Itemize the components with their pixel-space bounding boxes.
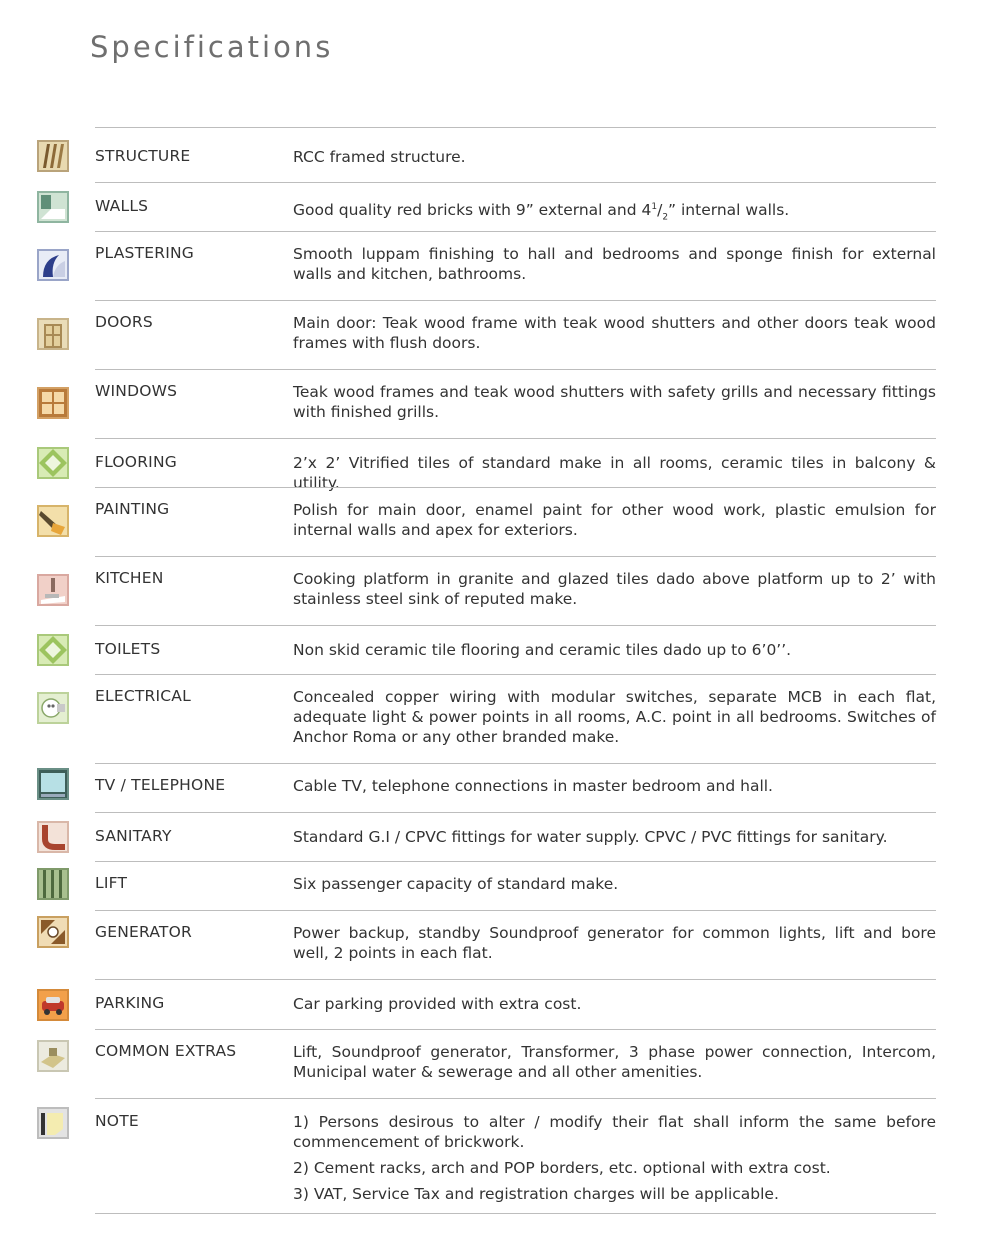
spec-label: LIFT	[95, 874, 128, 892]
spec-row-toilets	[95, 625, 936, 674]
spec-label: TV / TELEPHONE	[95, 776, 226, 794]
generator-icon	[37, 916, 69, 948]
window-icon	[37, 387, 69, 419]
note-icon	[37, 1107, 69, 1139]
spec-desc: Lift, Soundproof generator, Transformer, 3 phase power connection, Intercom, Municipal water & sewerage and all other amenities.	[293, 1043, 936, 1081]
note-item: 1) Persons desirous to alter / modify their flat shall inform the same before commencement of brickwork.	[293, 1113, 936, 1151]
spec-desc: Standard G.I / CPVC fittings for water supply. CPVC / PVC fittings for sanitary.	[293, 828, 888, 846]
spec-label: TOILETS	[95, 640, 161, 658]
spec-row-generator	[95, 910, 936, 979]
spec-label: KITCHEN	[95, 569, 164, 587]
spec-desc: Cooking platform in granite and glazed tiles dado above platform up to 2’ with stainless steel sink of reputed make.	[293, 570, 936, 608]
sanitary-icon	[37, 821, 69, 853]
specifications-table	[0, 127, 984, 1214]
spec-label: FLOORING	[95, 453, 177, 471]
spec-row-common-extras	[95, 1029, 936, 1098]
spec-row-kitchen	[95, 556, 936, 625]
spec-desc: Cable TV, telephone connections in master bedroom and hall.	[293, 777, 773, 795]
spec-desc: Smooth luppam finishing to hall and bedrooms and sponge finish for external walls and kitchen, bathrooms.	[293, 245, 936, 283]
note-list	[293, 1099, 936, 1204]
spec-row-windows	[95, 369, 936, 438]
tv-icon	[37, 768, 69, 800]
spec-row-note	[95, 1098, 936, 1214]
spec-desc: Non skid ceramic tile flooring and ceramic tiles dado up to 6’0’’.	[293, 641, 792, 659]
spec-row-walls	[95, 182, 936, 231]
spec-desc: Main door: Teak wood frame with teak wood shutters and other doors teak wood frames with flush doors.	[293, 314, 936, 352]
plastering-icon	[37, 249, 69, 281]
spec-desc: Power backup, standby Soundproof generator for common lights, lift and bore well, 2 points in each flat.	[293, 924, 936, 962]
spec-desc: 2’x 2’ Vitrified tiles of standard make in all rooms, ceramic tiles in balcony & utility.	[293, 454, 936, 492]
spec-label: DOORS	[95, 313, 153, 331]
structure-icon	[37, 140, 69, 172]
spec-row-parking	[95, 979, 936, 1029]
spec-row-painting	[95, 487, 936, 556]
spec-row-tv-telephone	[95, 763, 936, 812]
common-extras-icon	[37, 1040, 69, 1072]
electrical-icon	[37, 692, 69, 724]
spec-label: STRUCTURE	[95, 147, 191, 165]
spec-desc: Good quality red bricks with 9” external and $4^1/_2$” internal walls.	[293, 201, 790, 223]
spec-label: GENERATOR	[95, 923, 192, 941]
door-icon	[37, 318, 69, 350]
spec-desc: Concealed copper wiring with modular switches, separate MCB in each flat, adequate light & power points in all rooms, A.C. point in all bedrooms. Switches of Anchor Roma or any other branded make.	[293, 688, 936, 746]
spec-desc: RCC framed structure.	[293, 148, 466, 166]
lift-icon	[37, 868, 69, 900]
spec-row-plastering	[95, 231, 936, 300]
spec-desc: Six passenger capacity of standard make.	[293, 875, 619, 893]
spec-label: PARKING	[95, 994, 165, 1012]
spec-row-electrical	[95, 674, 936, 763]
spec-row-sanitary	[95, 812, 936, 861]
spec-desc: Car parking provided with extra cost.	[293, 995, 582, 1013]
spec-row-lift	[95, 861, 936, 910]
spec-label: NOTE	[95, 1112, 139, 1130]
page-title: Specifications	[90, 30, 334, 64]
note-item: 2) Cement racks, arch and POP borders, etc. optional with extra cost.	[293, 1159, 831, 1177]
spec-label: PAINTING	[95, 500, 170, 518]
spec-row-doors	[95, 300, 936, 369]
spec-label: COMMON EXTRAS	[95, 1042, 237, 1060]
spec-label: ELECTRICAL	[95, 687, 191, 705]
parking-icon	[37, 989, 69, 1021]
spec-row-structure	[95, 127, 936, 182]
note-item: 3) VAT, Service Tax and registration charges will be applicable.	[293, 1185, 779, 1203]
spec-desc: Polish for main door, enamel paint for other wood work, plastic emulsion for internal walls and apex for exteriors.	[293, 501, 936, 539]
flooring-icon	[37, 447, 69, 479]
spec-label: WINDOWS	[95, 382, 178, 400]
spec-label: SANITARY	[95, 827, 172, 845]
kitchen-icon	[37, 574, 69, 606]
spec-desc: Teak wood frames and teak wood shutters with safety grills and necessary fittings with finished grills.	[293, 383, 936, 421]
toilets-icon	[37, 634, 69, 666]
walls-icon	[37, 191, 69, 223]
painting-icon	[37, 505, 69, 537]
spec-label: WALLS	[95, 197, 149, 215]
spec-label: PLASTERING	[95, 244, 194, 262]
spec-row-flooring	[95, 438, 936, 492]
